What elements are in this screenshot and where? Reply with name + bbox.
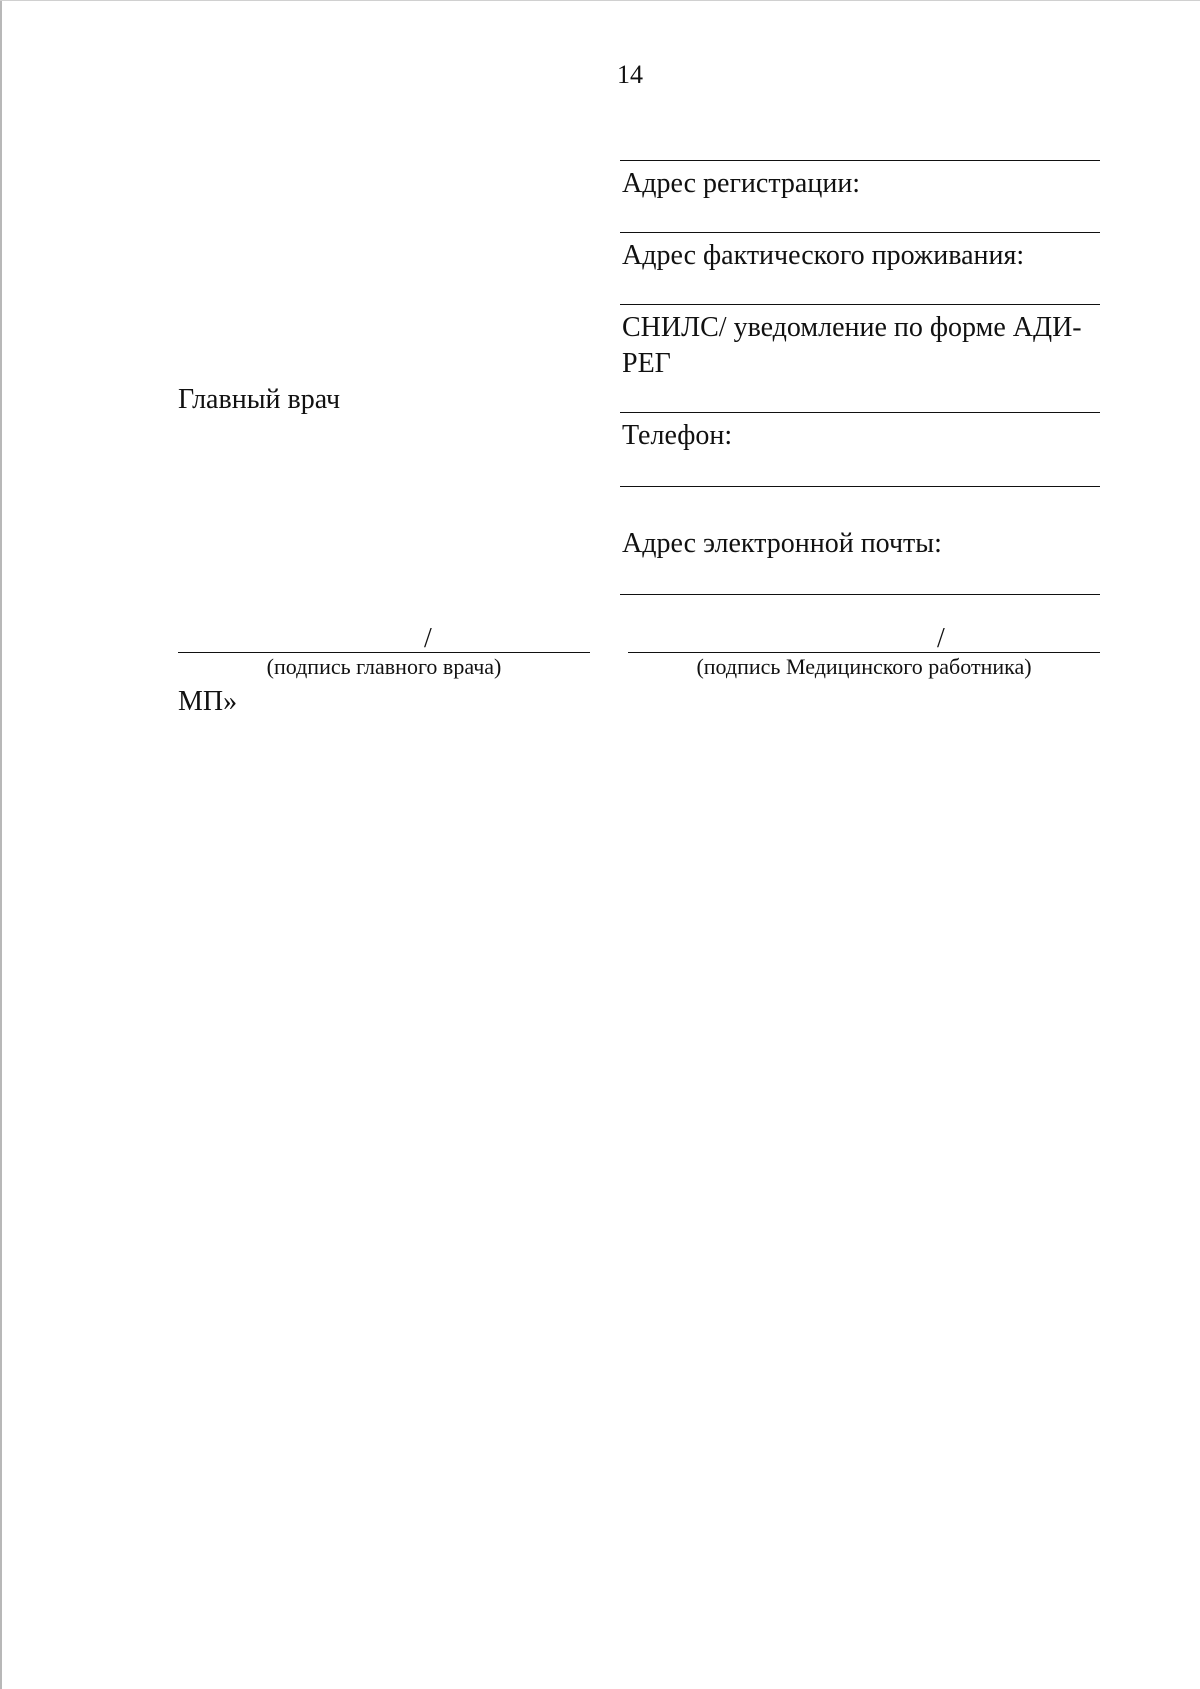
stamp-placeholder: МП» xyxy=(178,686,238,717)
medical-worker-signature-line[interactable] xyxy=(628,652,1100,653)
actual-address-label: Адрес фактического проживания: xyxy=(622,240,1025,271)
medical-worker-signature-separator: / xyxy=(937,623,945,654)
head-doctor-signature-line[interactable] xyxy=(178,652,590,653)
snils-line[interactable] xyxy=(620,412,1100,413)
phone-line[interactable] xyxy=(620,486,1100,487)
page-number: 14 xyxy=(617,60,643,89)
phone-label: Телефон: xyxy=(622,420,733,451)
head-doctor-signature-caption: (подпись главного врача) xyxy=(266,654,502,679)
actual-address-line[interactable] xyxy=(620,304,1100,305)
field-rule xyxy=(620,160,1100,161)
registration-address-label: Адрес регистрации: xyxy=(622,168,861,199)
snils-label: СНИЛС/ уведомление по форме АДИ-РЕГ xyxy=(622,312,1082,379)
page-edge xyxy=(0,0,2,1689)
registration-address-line[interactable] xyxy=(620,232,1100,233)
head-doctor-label: Главный врач xyxy=(178,384,341,415)
email-line[interactable] xyxy=(620,594,1100,595)
head-doctor-signature-separator: / xyxy=(424,623,432,654)
email-label: Адрес электронной почты: xyxy=(622,528,942,559)
medical-worker-signature-caption: (подпись Медицинского работника) xyxy=(696,654,1032,679)
page-edge-top xyxy=(0,0,1200,1)
